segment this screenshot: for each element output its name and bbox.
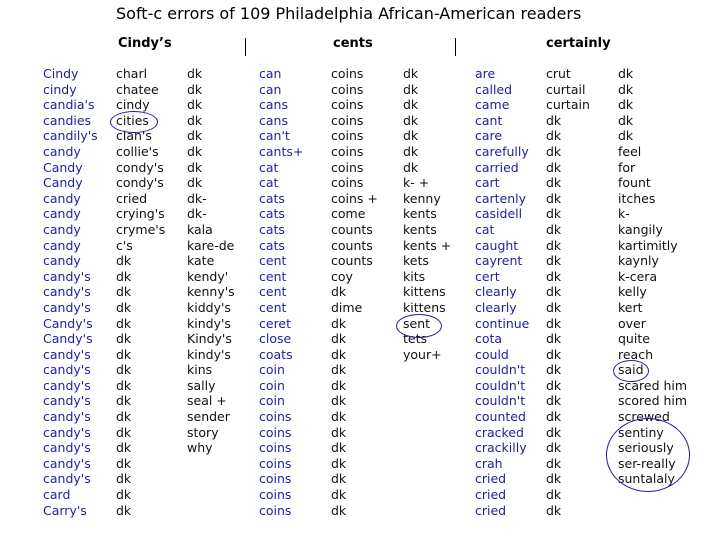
word-entry: cats: [259, 237, 285, 253]
word-entry: dk: [546, 424, 562, 440]
word-entry: cities: [116, 112, 149, 128]
word-entry: dk: [116, 502, 132, 518]
word-entry: dk: [618, 66, 634, 81]
word-entry: dk: [546, 377, 562, 393]
word-entry: kert: [618, 299, 643, 315]
word-entry: coins: [331, 159, 364, 175]
word-entry: dime: [331, 299, 363, 315]
word-entry: kenny's: [187, 284, 235, 300]
word-entry: kenny: [403, 190, 441, 206]
word-entry: candy's: [43, 268, 91, 284]
word-entry: cat: [259, 159, 279, 175]
word-entry: curtain: [546, 97, 590, 113]
word-entry: dk: [116, 440, 132, 456]
word-entry: called: [475, 81, 513, 97]
word-entry: Candy's: [43, 331, 93, 347]
word-entry: fount: [618, 175, 651, 191]
word-entry: condy's: [116, 159, 164, 175]
word-entry: cried: [475, 487, 507, 503]
word-entry: dk: [116, 268, 132, 284]
word-entry: dk: [187, 128, 203, 144]
word-entry: dk: [116, 377, 132, 393]
word-entry: Candy: [43, 159, 83, 175]
word-entry: cats: [259, 221, 285, 237]
word-entry: candy's: [43, 409, 91, 425]
word-entry: cat: [259, 175, 279, 191]
word-entry: candy's: [43, 393, 91, 409]
word-entry: crah: [475, 455, 503, 471]
word-entry: dk: [618, 112, 634, 128]
word-entry: candies: [43, 112, 92, 128]
word-entry: dk: [546, 487, 562, 503]
word-entry: dk: [546, 409, 562, 425]
word-entry: dk: [546, 471, 562, 487]
word-entry: kins: [187, 362, 213, 378]
word-entry: dk: [546, 284, 562, 300]
word-entry: dk: [187, 66, 203, 81]
word-entry: Carry's: [43, 502, 87, 518]
word-entry: dk: [403, 128, 419, 144]
word-entry: cried: [475, 471, 507, 487]
word-entry: seriously: [618, 440, 674, 456]
word-entry: candia's: [43, 97, 95, 113]
word-entry: counts: [331, 253, 373, 269]
word-entry: candy: [43, 143, 81, 159]
word-entry: reach: [618, 346, 654, 362]
word-entry: dk: [331, 346, 347, 362]
word-entry: kaynly: [618, 253, 659, 269]
word-entry: dk: [546, 362, 562, 378]
word-entry: dk: [116, 299, 132, 315]
word-entry: dk-: [187, 190, 207, 206]
word-entry: cent: [259, 268, 287, 284]
word-entry: cert: [475, 268, 500, 284]
word-entry: dk: [403, 66, 419, 81]
word-entry: clearly: [475, 284, 517, 300]
word-entry: can't: [259, 128, 290, 144]
word-entry: suntalaly: [618, 471, 675, 487]
word-entry: coy: [331, 268, 353, 284]
word-entry: story: [187, 424, 219, 440]
word-entry: caught: [475, 237, 519, 253]
word-entry: cota: [475, 331, 503, 347]
word-entry: coin: [259, 362, 285, 378]
word-entry: dk: [546, 143, 562, 159]
word-entry: Candy: [43, 175, 83, 191]
word-entry: dk: [116, 315, 132, 331]
word-entry: crackilly: [475, 440, 527, 456]
word-entry: kate: [187, 253, 215, 269]
word-entry: cryme's: [116, 221, 166, 237]
word-entry: cants+: [259, 143, 304, 159]
word-entry: candy: [43, 206, 81, 222]
word-entry: dk: [116, 471, 132, 487]
word-entry: seal +: [187, 393, 227, 409]
cindy-errors-column-2: [187, 66, 235, 456]
word-entry: kendy': [187, 268, 229, 284]
word-entry: coats: [259, 346, 293, 362]
word-entry: k-: [618, 206, 630, 222]
word-entry: dk: [331, 331, 347, 347]
word-entry: candy: [43, 221, 81, 237]
word-entry: candy's: [43, 346, 91, 362]
highlight-oval-sentiny-group: [606, 418, 690, 492]
word-entry: dk: [546, 393, 562, 409]
word-entry: kelly: [618, 284, 647, 300]
certainly-column: [475, 66, 529, 518]
word-entry: dk: [331, 471, 347, 487]
word-entry: dk: [546, 253, 562, 269]
word-entry: coins: [259, 440, 292, 456]
word-entry: Cindy: [43, 66, 79, 81]
word-entry: chatee: [116, 81, 159, 97]
word-entry: counts: [331, 221, 373, 237]
word-entry: kangily: [618, 221, 663, 237]
word-entry: cent: [259, 299, 287, 315]
word-entry: curtail: [546, 81, 586, 97]
word-entry: dk: [187, 97, 203, 113]
word-entry: kets: [403, 253, 429, 269]
word-entry: cans: [259, 112, 288, 128]
word-entry: coins: [331, 128, 364, 144]
word-entry: dk: [116, 346, 132, 362]
word-entry: candy's: [43, 284, 91, 300]
word-entry: dk: [331, 284, 347, 300]
word-entry: dk: [187, 159, 203, 175]
word-entry: can: [259, 81, 282, 97]
word-entry: dk: [116, 253, 132, 269]
word-entry: couldn't: [475, 377, 526, 393]
word-entry: kits: [403, 268, 426, 284]
word-entry: Candy's: [43, 315, 93, 331]
word-entry: casidell: [475, 206, 523, 222]
cindy-correct-column: [43, 66, 98, 518]
word-entry: could: [475, 346, 509, 362]
word-entry: dk: [331, 424, 347, 440]
word-entry: sender: [187, 409, 230, 425]
word-entry: coins: [331, 175, 364, 191]
word-entry: quite: [618, 331, 650, 347]
word-entry: coins: [331, 81, 364, 97]
word-entry: dk: [403, 97, 419, 113]
word-entry: close: [259, 331, 292, 347]
word-entry: carried: [475, 159, 519, 175]
highlight-oval-said: [613, 360, 649, 382]
word-entry: counts: [331, 237, 373, 253]
cents-errors-column: [331, 66, 378, 518]
word-entry: dk: [546, 299, 562, 315]
word-entry: dk: [546, 190, 562, 206]
word-entry: coins: [259, 455, 292, 471]
word-entry: carefully: [475, 143, 529, 159]
word-entry: dk: [546, 112, 562, 128]
word-entry: dk: [546, 175, 562, 191]
word-entry: dk: [116, 284, 132, 300]
word-entry: candy's: [43, 455, 91, 471]
word-entry: dk: [546, 237, 562, 253]
word-entry: dk: [546, 346, 562, 362]
word-entry: dk: [116, 409, 132, 425]
word-entry: scared him: [618, 377, 688, 393]
word-entry: dk: [403, 81, 419, 97]
word-entry: dk: [331, 502, 347, 518]
word-entry: kents: [403, 221, 437, 237]
word-entry: cindy: [116, 97, 150, 113]
word-entry: coin: [259, 393, 285, 409]
word-entry: dk: [331, 315, 347, 331]
word-entry: kindy's: [187, 315, 231, 331]
header-divider: [455, 38, 456, 56]
word-entry: cat: [475, 221, 495, 237]
word-entry: dk: [546, 331, 562, 347]
word-entry: cent: [259, 253, 287, 269]
word-entry: collie's: [116, 143, 159, 159]
word-entry: your+: [403, 346, 442, 362]
word-entry: cartenly: [475, 190, 527, 206]
word-entry: sentiny: [618, 424, 664, 440]
word-entry: card: [43, 487, 71, 503]
header-certainly: certainly: [546, 36, 611, 51]
word-entry: ser-really: [618, 455, 676, 471]
word-entry: coins +: [331, 190, 378, 206]
word-entry: cayrent: [475, 253, 523, 269]
word-entry: cats: [259, 206, 285, 222]
word-entry: coins: [331, 112, 364, 128]
word-entry: dk: [403, 143, 419, 159]
word-entry: dk: [116, 393, 132, 409]
word-entry: kartimitly: [618, 237, 678, 253]
word-entry: candy's: [43, 424, 91, 440]
word-entry: dk: [331, 440, 347, 456]
word-entry: dk: [618, 97, 634, 113]
word-entry: feel: [618, 143, 642, 159]
word-entry: dk: [116, 487, 132, 503]
word-entry: came: [475, 97, 510, 113]
word-entry: crut: [546, 66, 571, 81]
word-entry: care: [475, 128, 503, 144]
word-entry: kents: [403, 206, 437, 222]
word-entry: cant: [475, 112, 503, 128]
page-title: Soft-c errors of 109 Philadelphia African-American readers: [116, 4, 582, 23]
word-entry: dk: [546, 206, 562, 222]
certainly-errors-column: [546, 66, 590, 518]
word-entry: cans: [259, 97, 288, 113]
word-entry: coins: [331, 143, 364, 159]
word-entry: sent: [403, 315, 431, 331]
word-entry: come: [331, 206, 366, 222]
word-entry: candy: [43, 253, 81, 269]
word-entry: dk: [187, 81, 203, 97]
word-entry: kittens: [403, 284, 446, 300]
word-entry: dk: [403, 112, 419, 128]
cindy-errors-column: [116, 66, 165, 518]
word-entry: cracked: [475, 424, 524, 440]
word-entry: dk: [331, 377, 347, 393]
word-entry: coins: [331, 66, 364, 81]
word-entry: dk-: [187, 206, 207, 222]
word-entry: why: [187, 440, 213, 456]
word-entry: cindy: [43, 81, 77, 97]
word-entry: dk: [331, 393, 347, 409]
word-entry: candy's: [43, 471, 91, 487]
word-entry: clan's: [116, 128, 152, 144]
word-entry: candy: [43, 237, 81, 253]
word-entry: dk: [546, 268, 562, 284]
word-entry: dk: [331, 455, 347, 471]
word-entry: couldn't: [475, 362, 526, 378]
word-entry: k-cera: [618, 268, 658, 284]
word-entry: itches: [618, 190, 656, 206]
word-entry: counted: [475, 409, 526, 425]
word-entry: cart: [475, 175, 500, 191]
word-entry: dk: [331, 362, 347, 378]
word-entry: coins: [259, 502, 292, 518]
word-entry: continue: [475, 315, 530, 331]
word-entry: cats: [259, 190, 285, 206]
word-entry: dk: [546, 159, 562, 175]
word-entry: kala: [187, 221, 213, 237]
word-entry: candy's: [43, 362, 91, 378]
word-entry: k- +: [403, 175, 430, 191]
word-entry: dk: [546, 128, 562, 144]
word-entry: coins: [259, 471, 292, 487]
word-entry: coin: [259, 377, 285, 393]
word-entry: candy's: [43, 377, 91, 393]
word-entry: dk: [187, 143, 203, 159]
word-entry: are: [475, 66, 496, 81]
highlight-oval-cities: [110, 111, 158, 133]
word-entry: couldn't: [475, 393, 526, 409]
word-entry: dk: [546, 221, 562, 237]
word-entry: coins: [259, 487, 292, 503]
word-entry: can: [259, 66, 282, 81]
word-entry: coins: [331, 97, 364, 113]
word-entry: coins: [259, 424, 292, 440]
word-entry: dk: [116, 455, 132, 471]
word-entry: cried: [475, 502, 507, 518]
word-entry: dk: [618, 81, 634, 97]
word-entry: kindy's: [187, 346, 231, 362]
word-entry: crying's: [116, 206, 165, 222]
word-entry: for: [618, 159, 636, 175]
word-entry: candy's: [43, 299, 91, 315]
word-entry: sally: [187, 377, 216, 393]
header-divider: [245, 38, 246, 56]
word-entry: coins: [259, 409, 292, 425]
word-entry: dk: [116, 424, 132, 440]
word-entry: dk: [546, 440, 562, 456]
word-entry: dk: [187, 175, 203, 191]
header-cindy: Cindy’s: [118, 36, 172, 51]
word-entry: clearly: [475, 299, 517, 315]
word-entry: dk: [116, 362, 132, 378]
word-entry: c's: [116, 237, 133, 253]
word-entry: said: [618, 362, 644, 378]
word-entry: candily's: [43, 128, 98, 144]
word-entry: dk: [331, 487, 347, 503]
word-entry: dk: [187, 112, 203, 128]
word-entry: condy's: [116, 175, 164, 191]
word-entry: kittens: [403, 299, 446, 315]
word-entry: dk: [331, 409, 347, 425]
word-entry: cent: [259, 284, 287, 300]
cents-column: [259, 66, 303, 518]
word-entry: kiddy's: [187, 299, 231, 315]
word-entry: dk: [546, 315, 562, 331]
word-entry: candy: [43, 190, 81, 206]
word-entry: cried: [116, 190, 148, 206]
word-entry: dk: [116, 331, 132, 347]
word-entry: ceret: [259, 315, 292, 331]
word-entry: dk: [546, 502, 562, 518]
word-entry: screwed: [618, 409, 670, 425]
word-entry: dk: [546, 455, 562, 471]
word-entry: tets: [403, 331, 428, 347]
word-entry: over: [618, 315, 646, 331]
word-entry: Kindy's: [187, 331, 232, 347]
word-entry: candy's: [43, 440, 91, 456]
word-entry: dk: [403, 159, 419, 175]
header-cents: cents: [333, 36, 373, 51]
highlight-oval-sent: [396, 314, 442, 338]
word-entry: dk: [618, 128, 634, 144]
word-entry: kents +: [403, 237, 452, 253]
word-entry: scored him: [618, 393, 688, 409]
word-entry: charl: [116, 66, 148, 81]
word-entry: kare-de: [187, 237, 235, 253]
